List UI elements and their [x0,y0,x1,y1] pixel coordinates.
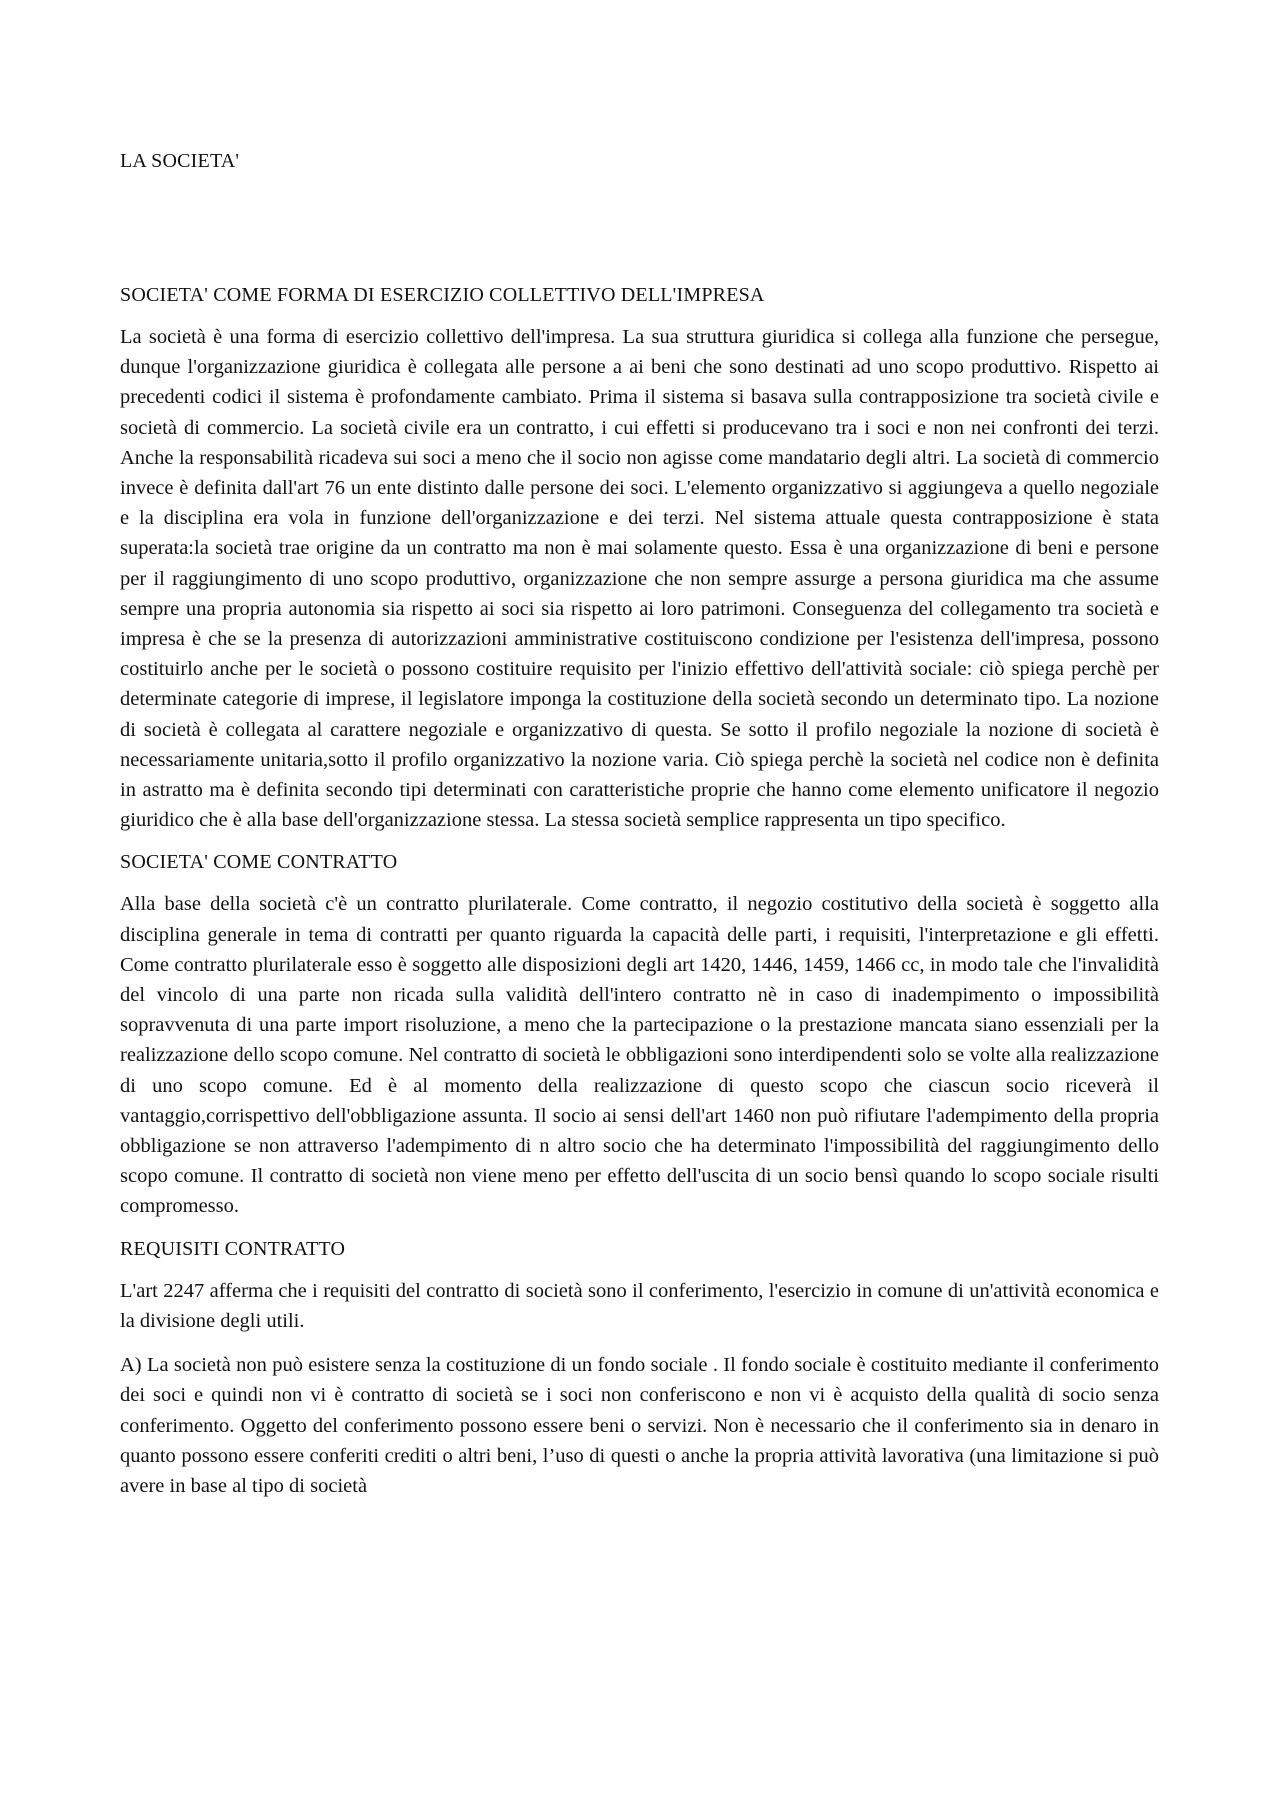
section-paragraph-esercizio-collettivo: La società è una forma di esercizio collettivo dell'impresa. La sua struttura giuridica si collega alla funzione che persegue, dunque l'organizzazione giuridica è collegata alle persone a ai beni che sono destinati ad uno scopo produttivo. Rispetto ai precedenti codici il sistema è profondamente cambiato. Prima il sistema si basava sulla contrapposizione tra società civile e società di commercio. La società civile era un contratto, i cui effetti si producevano tra i soci e non nei confronti dei terzi. Anche la responsabilità ricadeva sui soci a meno che il socio non agisse come mandatario degli altri. La società di commercio invece è definita dall'art 76 un ente distinto dalle persone dei soci. L'elemento organizzativo si aggiungeva a quello negoziale e la disciplina era vola in funzione dell'organizzazione e dei terzi. Nel sistema attuale questa contrapposizione è stata superata:la società trae origine da un contratto ma non è mai solamente questo. Essa è una organizzazione di beni e persone per il raggiungimento di uno scopo produttivo, organizzazione che non sempre assurge a persona giuridica ma che assume sempre una propria autonomia sia rispetto ai soci sia rispetto ai loro patrimoni. Conseguenza del collegamento tra società e impresa è che se la presenza di autorizzazioni amministrative costituiscono condizione per l'esistenza dell'impresa, possono costituirlo anche per le società o possono costituire requisito per l'inizio effettivo dell'attività sociale: ciò spiega perchè per determinate categorie di imprese, il legislatore imponga la costituzione della società secondo un determinato tipo. La nozione di società è collegata al carattere negoziale e organizzativo di questa. Se sotto il profilo negoziale la nozione di società è necessariamente unitaria,sotto il profilo organizzativo la nozione varia. Ciò spiega perchè la società nel codice non è definita in astratto ma è definita secondo tipi determinati con caratteristiche proprie che hanno come elemento unificatore il negozio giuridico che è alla base dell'organizzazione stessa. La stessa società semplice rappresenta un tipo specifico. [120,326,1159,832]
section-heading-esercizio-collettivo: SOCIETA' COME FORMA DI ESERCIZIO COLLETTIVO DELL'IMPRESA [120,284,765,306]
section-heading-requisiti: REQUISITI CONTRATTO [120,1237,346,1260]
section-paragraph-requisiti: L'art 2247 afferma che i requisiti del contratto di società sono il conferimento, l'esercizio in comune di un'attività economica e la divisione degli utili. [120,1279,1159,1332]
section-paragraph-requisiti-a: A) La società non può esistere senza la costituzione di un fondo sociale . Il fondo sociale è costituito mediante il conferimento dei soci e quindi non vi è contratto di società se i soci non conferiscono e non vi è acquisto della qualità di socio senza conferimento. Oggetto del conferimento possono essere beni o servizi. Non è necessario che il conferimento sia in denaro in quanto possono essere conferiti crediti o altri beni, l’uso di questi o anche la propria attività lavorativa (una limitazione si può avere in base al tipo di società [120,1354,1159,1497]
section-heading-contratto: SOCIETA' COME CONTRATTO [120,851,398,874]
document-body [120,148,1159,1501]
document-title: LA SOCIETA' [120,150,240,172]
section-paragraph-contratto: Alla base della società c'è un contratto plurilaterale. Come contratto, il negozio costitutivo della società è soggetto alla disciplina generale in tema di contratti per quanto riguarda la capacità delle parti, i requisiti, l'interpretazione e gli effetti. Come contratto plurilaterale esso è soggetto alle disposizioni degli art 1420, 1446, 1459, 1466 cc, in modo tale che l'invalidità del vincolo di una parte non ricada sulla validità dell'intero contratto nè in caso di inadempimento o impossibilità sopravvenuta di una parte import risoluzione, a meno che la partecipazione o la prestazione mancata siano essenziali per la realizzazione dello scopo comune. Nel contratto di società le obbligazioni sono interdipendenti solo se volte alla realizzazione di uno scopo comune. Ed è al momento della realizzazione di questo scopo che ciascun socio riceverà il vantaggio,corrispettivo dell'obbligazione assunta. Il socio ai sensi dell'art 1460 non può rifiutare l'adempimento della propria obbligazione se non attraverso l'adempimento di n altro socio che ha determinato l'impossibilità del raggiungimento dello scopo comune. Il contratto di società non viene meno per effetto dell'uscita di un socio bensì quando lo scopo sociale risulti compromesso. [120,893,1159,1218]
